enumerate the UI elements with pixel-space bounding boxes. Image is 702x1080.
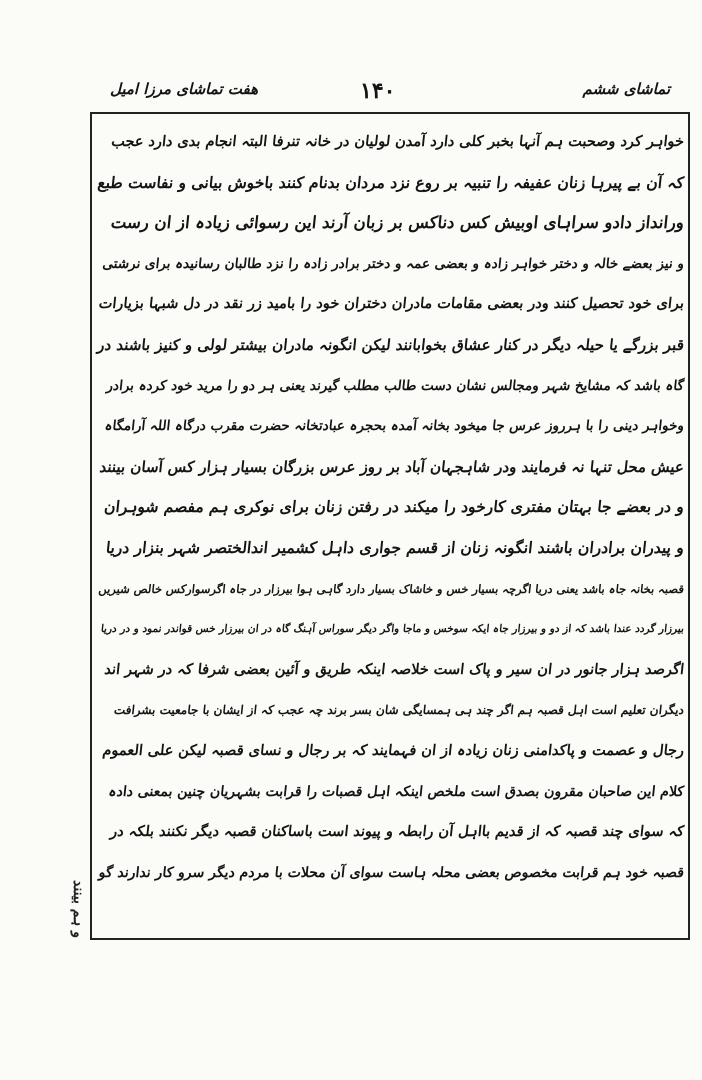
text-line: قصبہ بخانہ جاہ باشد یعنی دریا اگرچہ بسیار خس و خاشاک بسیار دارد گاہی ہوا بیرزار در جاہ اگرسوارکس خالص شیریں (97, 581, 685, 596)
text-line: برای خود تحصیل کنند ودر بعضی مقامات مادران دختران خود را بامید زر نقد در دل شبہا بزیارات (97, 295, 685, 313)
text-line: ورانداز دادو سراہای اوبیش کس دناکس بر زبان آرند این رسوائی زیادہ از ان رست (110, 213, 686, 233)
text-line: بیرزار گردد عندا باشد کہ از دو و بیرزار جاہ ایکہ سوخس و ماجا واگر دیگر سوراس آہنگ گاہ در ان بیرزار خس قواندر نمود و در دریا (100, 623, 685, 636)
text-line: کہ سوای چند قصبہ کہ از قدیم بااہل آن رابطہ و پیوند است باساکنان قصبہ دیگر نکنند بلکہ در (109, 823, 685, 841)
text-line: رجال و عصمت و پاکدامنی زنان زیادہ از ان فہمایند کہ بر رجال و نسای قصبہ لیکن علی العموم (101, 741, 685, 759)
text-line: عیش محل تنہا نہ فرمایند ودر شاہجہان آباد بر روز عرس بزرگان بسیار ہزار کس آسان بینند (98, 457, 685, 476)
frame-bottom-rule (90, 938, 690, 940)
text-line: اگرصد ہزار جانور در ان سیر و پاک است خلاصہ اینکہ طریق و آئین بعضی شرفا کہ در شہر اند (103, 660, 685, 678)
text-line: وخواہر دینی را با ہرروز عرس جا میخود بخانہ آمدہ بحجرہ عبادتخانہ حضرت مقرب درگاہ اللہ آرامگاہ (103, 418, 685, 435)
margin-catchword: و ہم بینند (70, 880, 86, 938)
header-chapter-title: تماشای ششم (582, 80, 670, 98)
text-line: و پیدران برادران باشند انگونہ زنان از قسم جواری داہل کشمیر اندالختصر شہر بنزار دریا (105, 537, 686, 557)
text-line: قصبہ خود ہم قرابت مخصوص بعضی محلہ ہاست سوای آن محلات با مردم دیگر سرو کار ندارند گو (97, 864, 685, 881)
text-line: کلام این صاحبان مقرون بصدق است ملخص اینکہ اہل قصبات را قرابت بشہریان چنین بمعنی دادہ (107, 783, 685, 800)
text-line: و نیز بعضے خالہ و دختر خواہر زادہ و بعضی عمہ و دختر برادر زادہ را نزد طالبان رسانیدہ برای نرشتی (101, 255, 685, 272)
text-line: قبر بزرگے یا حیلہ دیگر در کنار عشاق بخوابانند لیکن انگونہ مادران بیشتر لولی و کنیز باشند در (96, 335, 685, 354)
page-number: ۱۴۰ (360, 78, 396, 104)
text-line: گاہ باشد کہ مشایخ شہر ومجالس نشان دست طالب مطلب گیرند یعنی ہر دو را مرید خود کردہ برادر (105, 377, 685, 394)
text-line (94, 893, 686, 934)
text-line: خواہر کرد وصحبت ہم آنہا بخبر کلی دارد آمدن لولیان در خانہ تنرفا البتہ انجام بدی دارد عجب (110, 133, 685, 150)
text-body (96, 122, 684, 934)
header-book-title: هفت تماشای مرزا امیل (110, 80, 259, 98)
text-line: دیگران تعلیم است اہل قصبہ ہم اگر چند ہی ہمسایگی شان بسر برند چہ عجب کہ از ایشان با جامعیت بشرافت (113, 703, 685, 718)
text-line: کہ آن بے پیرہا زنان عفیفہ را تنبیہ بر روع نزد مردان بدنام کنند باخوش بیانی و نفاست طبع (96, 172, 686, 192)
text-line: و در بعضے جا بہتان مفتری کارخود را میکند در رفتن زنان برای نوکری ہم مفصم شوہران (103, 497, 686, 517)
